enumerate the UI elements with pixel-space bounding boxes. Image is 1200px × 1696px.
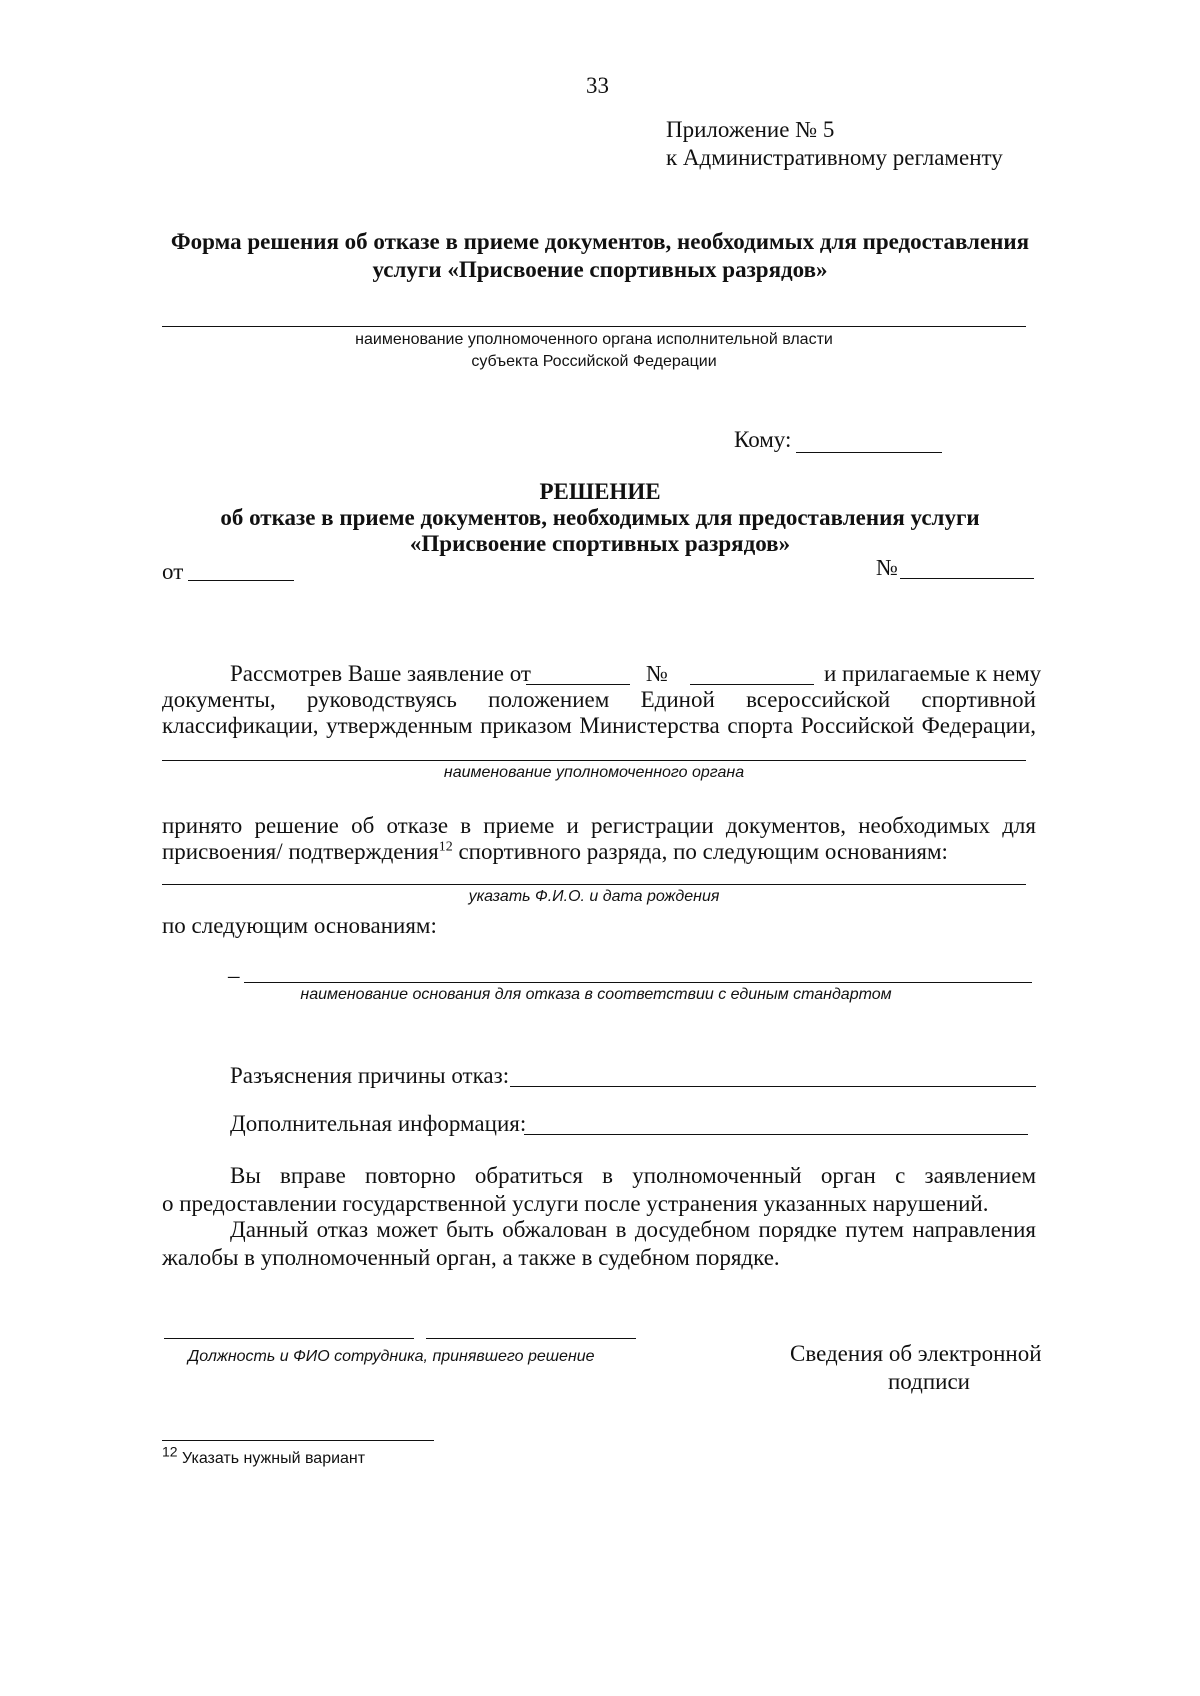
page-number: 33 bbox=[586, 73, 609, 98]
appendix-line1: Приложение № 5 bbox=[666, 117, 835, 142]
person-caption: указать Ф.И.О. и дата рождения bbox=[468, 888, 720, 905]
para3-line1: Вы вправе повторно обратиться в уполномоченный орган с заявлением bbox=[230, 1163, 1036, 1188]
para2-line2 bbox=[162, 838, 948, 866]
explanation-field[interactable] bbox=[510, 1086, 1036, 1087]
para2-line1: принято решение об отказе в приеме и регистрации документов, необходимых для bbox=[162, 813, 1036, 838]
name-line[interactable] bbox=[426, 1338, 636, 1339]
footnote-separator bbox=[162, 1440, 434, 1441]
para1-line2: документы, руководствуясь положением Единой всероссийской спортивной bbox=[162, 687, 1036, 712]
para4-line1: Данный отказ может быть обжалован в досудебном порядке путем направления bbox=[230, 1217, 1036, 1242]
org-caption: наименование уполномоченного органа bbox=[443, 764, 745, 781]
form-title-line2: услуги «Присвоение спортивных разрядов» bbox=[372, 257, 828, 282]
position-line[interactable] bbox=[164, 1338, 414, 1339]
explanation-label: Разъяснения причины отказ: bbox=[230, 1063, 510, 1088]
authority-caption-line2: субъекта Российской Федерации bbox=[471, 353, 717, 370]
signature-caption: Должность и ФИО сотрудника, принявшего решение bbox=[188, 1348, 595, 1365]
para4-line2: жалобы в уполномоченный орган, а также в судебном порядке. bbox=[162, 1245, 780, 1270]
org-line[interactable] bbox=[162, 760, 1026, 761]
footnote-ref: 12 bbox=[438, 839, 453, 855]
grounds-label: по следующим основаниям: bbox=[162, 913, 437, 938]
decision-subtitle-line2: «Присвоение спортивных разрядов» bbox=[409, 531, 791, 556]
para1-text-a: Рассмотрев Ваше заявление от bbox=[230, 661, 531, 686]
to-field[interactable] bbox=[796, 452, 942, 453]
appendix-line2: к Административному регламенту bbox=[666, 145, 1003, 170]
ground-line[interactable] bbox=[244, 982, 1032, 983]
date-field[interactable] bbox=[188, 580, 294, 581]
para3-line2: о предоставлении государственной услуги после устранения указанных нарушений. bbox=[162, 1191, 989, 1216]
footnote-text: Указать нужный вариант bbox=[177, 1450, 366, 1467]
application-number-field[interactable] bbox=[690, 684, 814, 685]
number-label: № bbox=[876, 555, 898, 580]
footnote-number: 12 bbox=[162, 1443, 178, 1460]
para2-line2-start: присвоения/ подтверждения bbox=[162, 839, 439, 864]
dash: – bbox=[228, 963, 240, 988]
para1-line3: классификации, утвержденным приказом Министерства спорта Российской Федерации, bbox=[162, 713, 1036, 738]
esign-line1: Сведения об электронной bbox=[790, 1341, 1042, 1366]
date-label: от bbox=[162, 559, 184, 584]
application-date-field[interactable] bbox=[526, 684, 630, 685]
esign-line2: подписи bbox=[888, 1369, 970, 1394]
para1-number-sign: № bbox=[646, 661, 668, 686]
decision-subtitle-line1: об отказе в приеме документов, необходимых для предоставления услуги bbox=[220, 505, 980, 530]
authority-line bbox=[162, 326, 1026, 327]
number-field[interactable] bbox=[900, 578, 1034, 579]
para2-line2-end: спортивного разряда, по следующим основаниям: bbox=[452, 839, 948, 864]
decision-heading: РЕШЕНИЕ bbox=[539, 479, 661, 504]
form-title-line1: Форма решения об отказе в приеме документов, необходимых для предоставления bbox=[170, 229, 1030, 254]
footnote bbox=[162, 1443, 366, 1468]
para1-text-c: и прилагаемые к нему bbox=[824, 661, 1042, 686]
to-label: Кому: bbox=[734, 427, 792, 452]
authority-caption-line1: наименование уполномоченного органа исполнительной власти bbox=[355, 331, 833, 348]
person-line[interactable] bbox=[162, 884, 1026, 885]
additional-field[interactable] bbox=[524, 1134, 1028, 1135]
ground-caption: наименование основания для отказа в соответствии с единым стандартом bbox=[300, 986, 892, 1003]
additional-label: Дополнительная информация: bbox=[230, 1111, 527, 1136]
